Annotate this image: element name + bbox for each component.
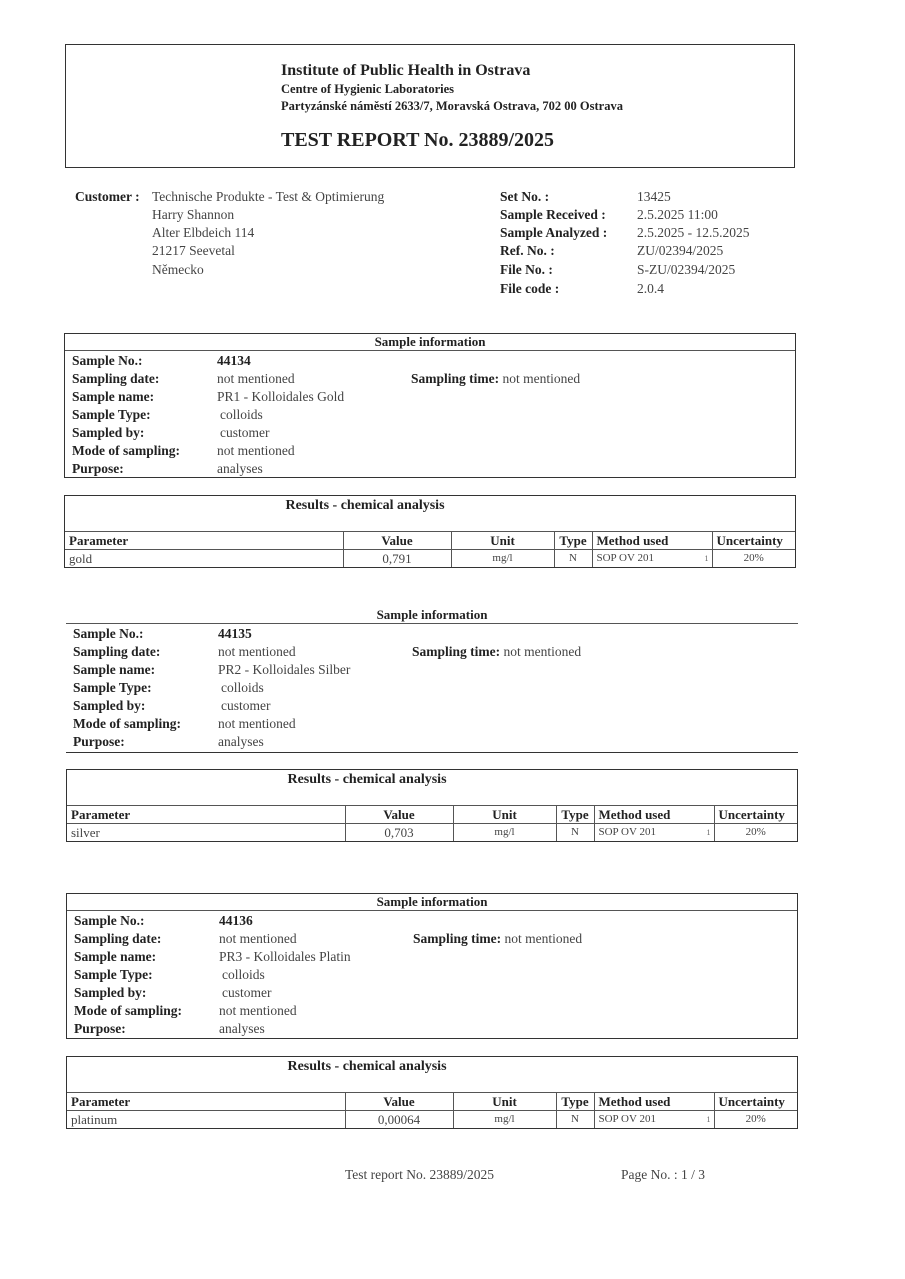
cell-type: N xyxy=(556,1111,594,1129)
set-no-label: Set No. : xyxy=(500,189,550,204)
col-type: Type xyxy=(556,806,594,824)
field-label: Mode of sampling: xyxy=(74,1003,182,1018)
file-no-value: S-ZU/02394/2025 xyxy=(637,262,736,277)
sampling-time-label: Sampling time: xyxy=(411,371,500,386)
sample-info-title: Sample information xyxy=(66,607,798,624)
sampling-time xyxy=(411,370,580,388)
method-name: SOP OV 201 xyxy=(598,1113,656,1125)
cell-method xyxy=(594,824,714,842)
field-label: Sampled by: xyxy=(73,698,146,713)
field-value: customer xyxy=(220,425,270,440)
col-method: Method used xyxy=(594,1093,714,1111)
results-header-row xyxy=(67,806,797,824)
field-value: PR1 - Kolloidales Gold xyxy=(217,389,345,404)
field-value: 44135 xyxy=(218,626,252,641)
col-unit: Unit xyxy=(453,806,556,824)
ref-no-label: Ref. No. : xyxy=(500,243,555,258)
cell-method xyxy=(594,1111,714,1129)
file-code-value: 2.0.4 xyxy=(637,281,664,296)
cell-parameter: gold xyxy=(69,551,93,566)
cell-parameter: platinum xyxy=(71,1112,118,1127)
sample-info-box xyxy=(66,893,798,1039)
file-no-label: File No. : xyxy=(500,262,553,277)
file-code-label: File code : xyxy=(500,281,560,296)
customer-line: 21217 Seevetal xyxy=(152,243,235,258)
field-label: Mode of sampling: xyxy=(72,443,180,458)
sampling-time xyxy=(412,643,581,661)
results-table xyxy=(67,805,797,841)
field-label: Purpose: xyxy=(72,461,124,476)
cell-parameter: silver xyxy=(71,825,100,840)
sampling-time-label: Sampling time: xyxy=(413,931,502,946)
customer-label: Customer : xyxy=(75,189,140,204)
results-table xyxy=(67,1092,797,1128)
sample-received-label: Sample Received : xyxy=(500,207,606,222)
table-row xyxy=(65,550,795,568)
results-title: Results - chemical analysis xyxy=(287,1059,447,1074)
field-label: Sample name: xyxy=(72,389,155,404)
field-label: Sample No.: xyxy=(74,913,145,928)
field-label: Purpose: xyxy=(74,1021,126,1036)
field-value: analyses xyxy=(217,461,263,476)
ref-no-value: ZU/02394/2025 xyxy=(637,243,724,258)
cell-unit: mg/l xyxy=(453,1111,556,1129)
field-value: not mentioned xyxy=(217,443,295,458)
customer-line: Harry Shannon xyxy=(152,207,235,222)
results-table xyxy=(65,531,795,567)
col-parameter: Parameter xyxy=(65,532,343,550)
cell-method xyxy=(592,550,712,568)
col-uncertainty: Uncertainty xyxy=(712,532,795,550)
col-uncertainty: Uncertainty xyxy=(714,806,797,824)
cell-type: N xyxy=(554,550,592,568)
cell-uncertainty: 20% xyxy=(714,824,797,842)
col-parameter: Parameter xyxy=(67,806,345,824)
field-label: Sampling date: xyxy=(74,931,162,946)
sample-analyzed-value: 2.5.2025 - 12.5.2025 xyxy=(637,225,750,240)
field-label: Purpose: xyxy=(73,734,125,749)
field-label: Sample Type: xyxy=(74,967,153,982)
col-parameter: Parameter xyxy=(67,1093,345,1111)
field-label: Sample Type: xyxy=(72,407,151,422)
method-footnote: 1 xyxy=(704,554,709,563)
col-unit: Unit xyxy=(451,532,554,550)
field-value: 44134 xyxy=(217,353,251,368)
field-value: customer xyxy=(222,985,272,1000)
cell-unit: mg/l xyxy=(453,824,556,842)
col-method: Method used xyxy=(594,806,714,824)
field-value: PR2 - Kolloidales Silber xyxy=(218,662,351,677)
cell-value: 0,791 xyxy=(343,550,451,568)
field-label: Sampled by: xyxy=(74,985,147,1000)
col-method: Method used xyxy=(592,532,712,550)
field-label: Sample No.: xyxy=(72,353,143,368)
cell-type: N xyxy=(556,824,594,842)
field-label: Sample No.: xyxy=(73,626,144,641)
results-header-row xyxy=(67,1093,797,1111)
centre-name: Centre of Hygienic Laboratories xyxy=(281,82,454,96)
results-box xyxy=(66,1056,798,1129)
sample-info-box xyxy=(64,333,796,478)
results-title: Results - chemical analysis xyxy=(287,772,447,787)
col-unit: Unit xyxy=(453,1093,556,1111)
field-value: analyses xyxy=(219,1021,265,1036)
sample-info-title: Sample information xyxy=(65,334,795,351)
sample-received-value: 2.5.2025 11:00 xyxy=(637,207,718,222)
sampling-time-value: not mentioned xyxy=(502,371,581,386)
col-type: Type xyxy=(556,1093,594,1111)
sample-info-box xyxy=(66,607,798,753)
field-label: Sample Type: xyxy=(73,680,152,695)
set-no-value: 13425 xyxy=(637,189,671,204)
sampling-time-value: not mentioned xyxy=(504,931,583,946)
institute-name: Institute of Public Health in Ostrava xyxy=(281,62,531,79)
method-footnote: 1 xyxy=(706,828,711,837)
results-header-row xyxy=(65,532,795,550)
cell-unit: mg/l xyxy=(451,550,554,568)
col-value: Value xyxy=(345,806,453,824)
cell-uncertainty: 20% xyxy=(714,1111,797,1129)
report-title: TEST REPORT No. 23889/2025 xyxy=(281,129,555,151)
sampling-time xyxy=(413,930,582,948)
field-label: Sampled by: xyxy=(72,425,145,440)
field-value: 44136 xyxy=(219,913,253,928)
field-value: PR3 - Kolloidales Platin xyxy=(219,949,351,964)
table-row xyxy=(67,1111,797,1129)
field-label: Mode of sampling: xyxy=(73,716,181,731)
field-label: Sampling date: xyxy=(73,644,161,659)
cell-value: 0,00064 xyxy=(345,1111,453,1129)
field-value: colloids xyxy=(220,407,263,422)
method-name: SOP OV 201 xyxy=(598,826,656,838)
col-value: Value xyxy=(345,1093,453,1111)
field-value: colloids xyxy=(221,680,264,695)
col-value: Value xyxy=(343,532,451,550)
sample-analyzed-label: Sample Analyzed : xyxy=(500,225,608,240)
method-name: SOP OV 201 xyxy=(596,552,654,564)
field-value: customer xyxy=(221,698,271,713)
sampling-time-label: Sampling time: xyxy=(412,644,501,659)
customer-line: Německo xyxy=(152,262,204,277)
cell-uncertainty: 20% xyxy=(712,550,795,568)
field-label: Sample name: xyxy=(74,949,157,964)
customer-line: Technische Produkte - Test & Optimierung xyxy=(152,189,385,204)
method-footnote: 1 xyxy=(706,1115,711,1124)
field-value: colloids xyxy=(222,967,265,982)
footer-report-number: Test report No. 23889/2025 xyxy=(345,1167,495,1182)
table-row xyxy=(67,824,797,842)
results-box xyxy=(64,495,796,568)
results-box xyxy=(66,769,798,842)
sample-info-title: Sample information xyxy=(67,894,797,911)
field-value: not mentioned xyxy=(218,716,296,731)
field-value: analyses xyxy=(218,734,264,749)
institute-address: Partyzánské náměstí 2633/7, Moravská Ostrava, 702 00 Ostrava xyxy=(281,99,623,113)
col-type: Type xyxy=(554,532,592,550)
customer-line: Alter Elbdeich 114 xyxy=(152,225,255,240)
footer-page-number: Page No. : 1 / 3 xyxy=(621,1167,705,1182)
cell-value: 0,703 xyxy=(345,824,453,842)
field-value: not mentioned xyxy=(218,644,296,659)
field-value: not mentioned xyxy=(219,931,297,946)
field-value: not mentioned xyxy=(219,1003,297,1018)
field-label: Sample name: xyxy=(73,662,156,677)
field-label: Sampling date: xyxy=(72,371,160,386)
field-value: not mentioned xyxy=(217,371,295,386)
col-uncertainty: Uncertainty xyxy=(714,1093,797,1111)
results-title: Results - chemical analysis xyxy=(285,498,445,513)
sampling-time-value: not mentioned xyxy=(503,644,582,659)
